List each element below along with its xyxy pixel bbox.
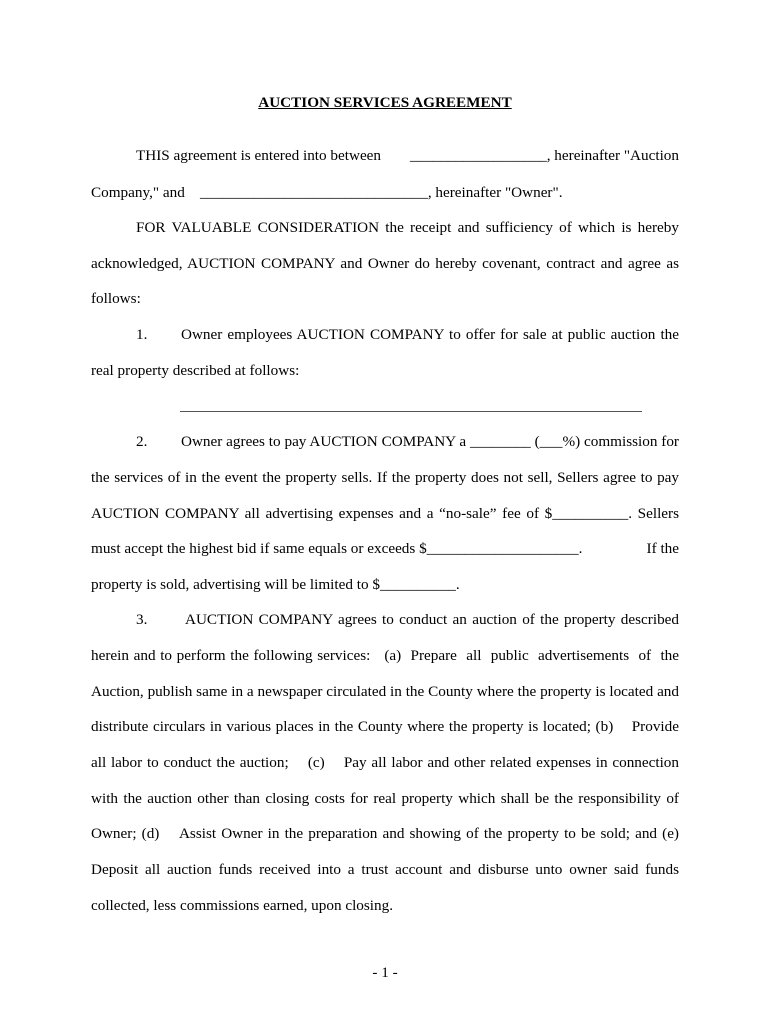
p3-number: 3. [136,611,148,628]
p1-line-2: real property described at follows: [91,362,300,379]
p3-line-3: Auction, publish same in a newspaper circulated in the County where the property is located and [91,683,679,700]
p1-number: 1. [136,326,148,343]
p1-line-1: Owner employees AUCTION COMPANY to offer for sale at public auction the [181,326,679,343]
p3-line-5: all labor to conduct the auction; (c) Pay all labor and other related expenses in connection [91,754,679,771]
consideration-line-3: follows: [91,290,141,307]
p2-line-1: Owner agrees to pay AUCTION COMPANY a ________ (___%) commission for [181,433,679,450]
intro-line-2a: Company," and [91,184,185,201]
document-title: AUCTION SERVICES AGREEMENT [258,94,512,111]
p3-line-2: herein and to perform the following services: (a) Prepare all public advertisements of the [91,647,679,664]
p2-line-2: the services of in the event the property sells. If the property does not sell, Sellers agree to pay [91,469,679,486]
consideration-line-1: FOR VALUABLE CONSIDERATION the receipt and sufficiency of which is hereby [136,219,679,236]
property-description-line [180,411,642,412]
intro-line-1a: THIS agreement is entered into between [136,147,382,164]
p2-line-5: property is sold, advertising will be limited to $__________. [91,576,460,593]
p3-line-9: collected, less commissions earned, upon closing. [91,897,393,914]
intro-line-1b: __________________, hereinafter "Auction [410,147,679,164]
p2-line-4a: must accept the highest bid if same equals or exceeds $____________________. [91,540,583,557]
p2-line-4b: If the [646,540,679,557]
p3-line-8: Deposit all auction funds received into a trust account and disburse unto owner said funds [91,861,679,878]
intro-line-2b: ______________________________, hereinafter "Owner". [200,184,563,201]
p3-line-6: with the auction other than closing costs for real property which shall be the responsibility of [91,790,679,807]
page-number: - 1 - [372,964,398,981]
p3-line-7: Owner; (d) Assist Owner in the preparation and showing of the property to be sold; and (e) [91,825,679,842]
p3-line-4: distribute circulars in various places in the County where the property is located; (b) Provide [91,718,679,735]
p2-line-3: AUCTION COMPANY all advertising expenses and a “no-sale” fee of $__________. Sellers [91,505,679,522]
consideration-line-2: acknowledged, AUCTION COMPANY and Owner do hereby covenant, contract and agree as [91,255,679,272]
p2-number: 2. [136,433,148,450]
p3-line-1: AUCTION COMPANY agrees to conduct an auction of the property described [185,611,679,628]
